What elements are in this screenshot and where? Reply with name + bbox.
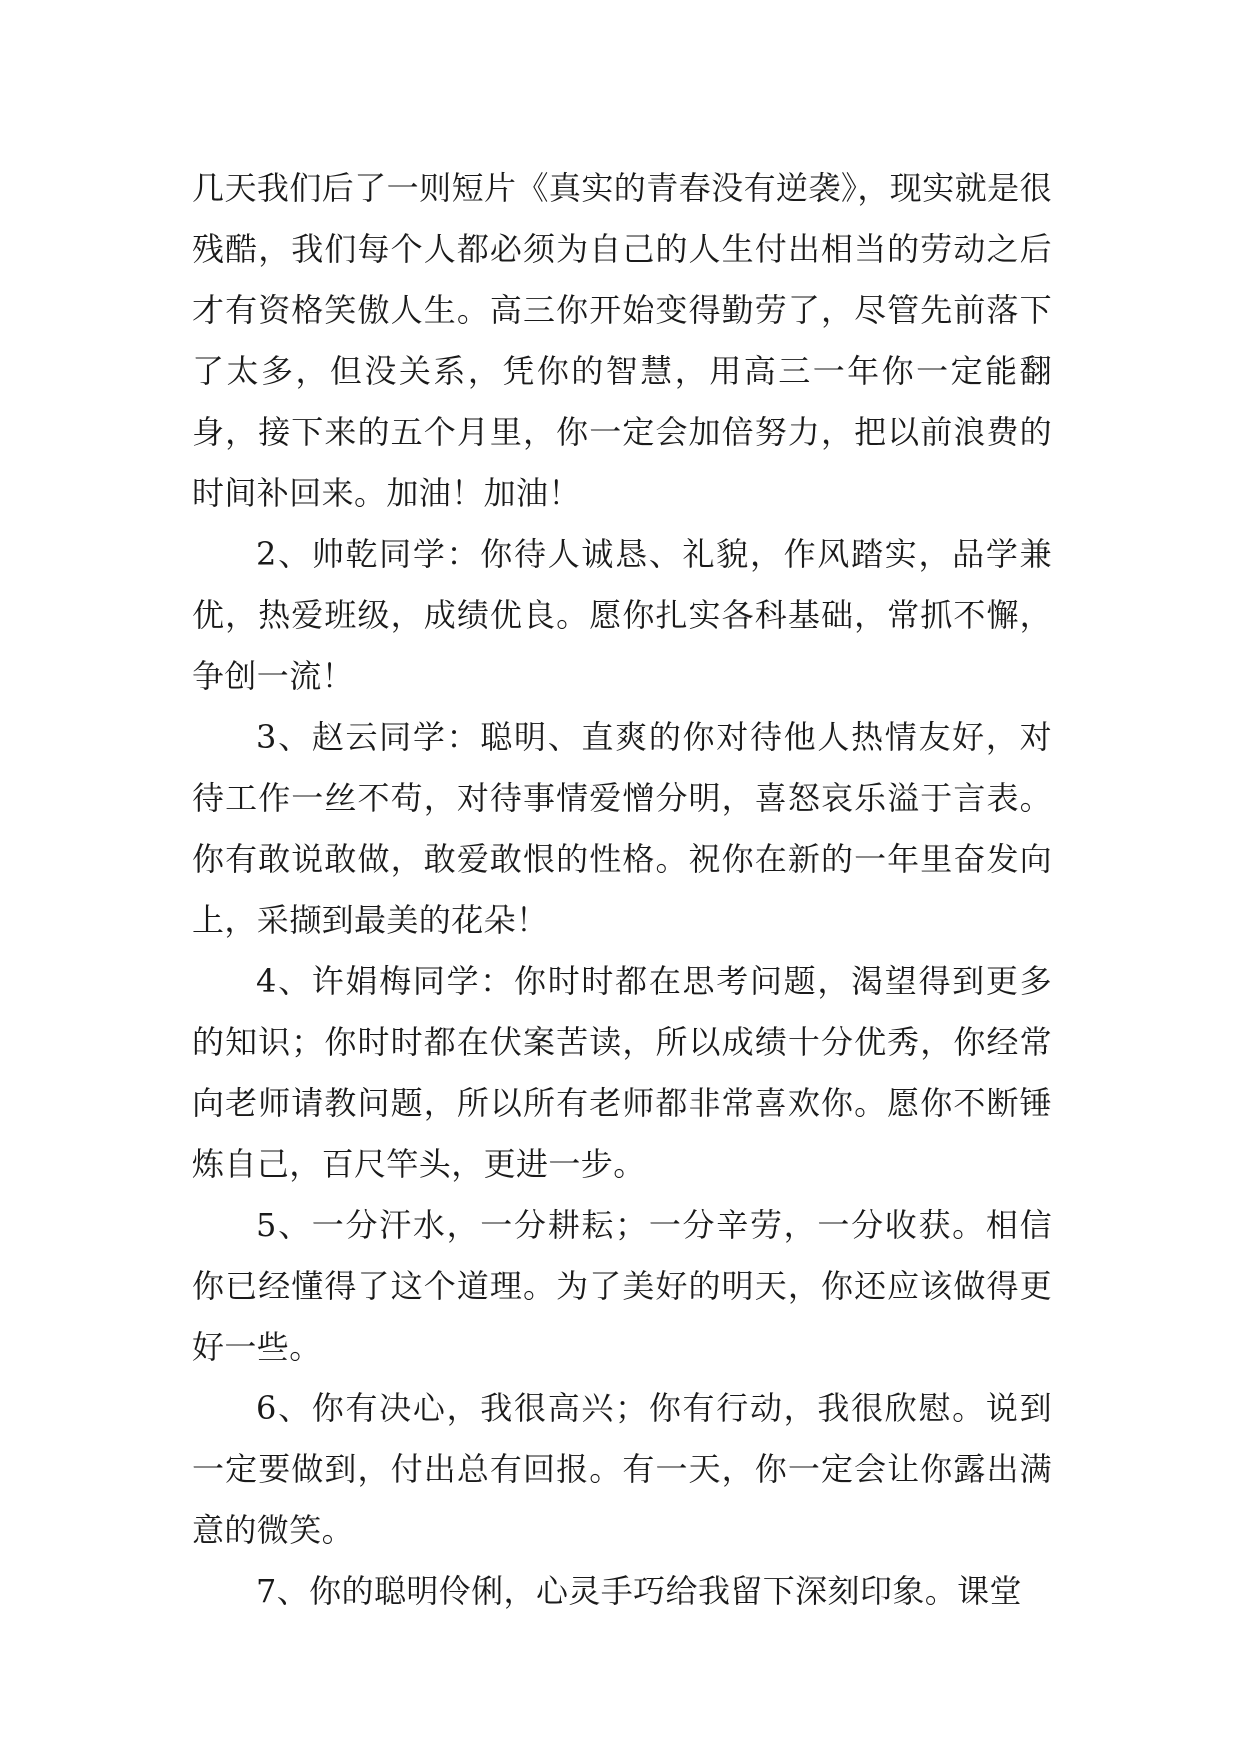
paragraph-item-6: 6、你有决心，我很高兴；你有行动，我很欣慰。说到一定要做到，付出总有回报。有一天，你一定会让你露出满意的微笑。: [192, 1389, 1052, 1549]
paragraph-item-4: 4、许娟梅同学：你时时都在思考问题，渴望得到更多的知识；你时时都在伏案苦读，所以成绩十分优秀，你经常向老师请教问题，所以所有老师都非常喜欢你。愿你不断锤炼自己，百尺竿头，更进一步。: [192, 962, 1052, 1183]
document-body: [192, 158, 1052, 1622]
paragraph-item-5: 5、一分汗水，一分耕耘；一分辛劳，一分收获。相信你已经懂得了这个道理。为了美好的明天，你还应该做得更好一些。: [192, 1206, 1052, 1366]
paragraph-item-3: 3、赵云同学：聪明、直爽的你对待他人热情友好，对待工作一丝不苟，对待事情爱憎分明，喜怒哀乐溢于言表。你有敢说敢做，敢爱敢恨的性格。祝你在新的一年里奋发向上，采撷到最美的花朵！: [192, 718, 1052, 939]
paragraph-continuation: 几天我们后了一则短片《真实的青春没有逆袭》，现实就是很残酷，我们每个人都必须为自己的人生付出相当的劳动之后才有资格笑傲人生。高三你开始变得勤劳了，尽管先前落下了太多，但没关系，凭你的智慧，用高三一年你一定能翻身，接下来的五个月里，你一定会加倍努力，把以前浪费的时间补回来。加油！加油！: [192, 169, 1052, 512]
paragraph-item-2: 2、帅乾同学：你待人诚恳、礼貌，作风踏实，品学兼优，热爱班级，成绩优良。愿你扎实各科基础，常抓不懈，争创一流！: [192, 535, 1052, 695]
paragraph-item-7: 7、你的聪明伶俐，心灵手巧给我留下深刻印象。课堂: [256, 1572, 1022, 1610]
